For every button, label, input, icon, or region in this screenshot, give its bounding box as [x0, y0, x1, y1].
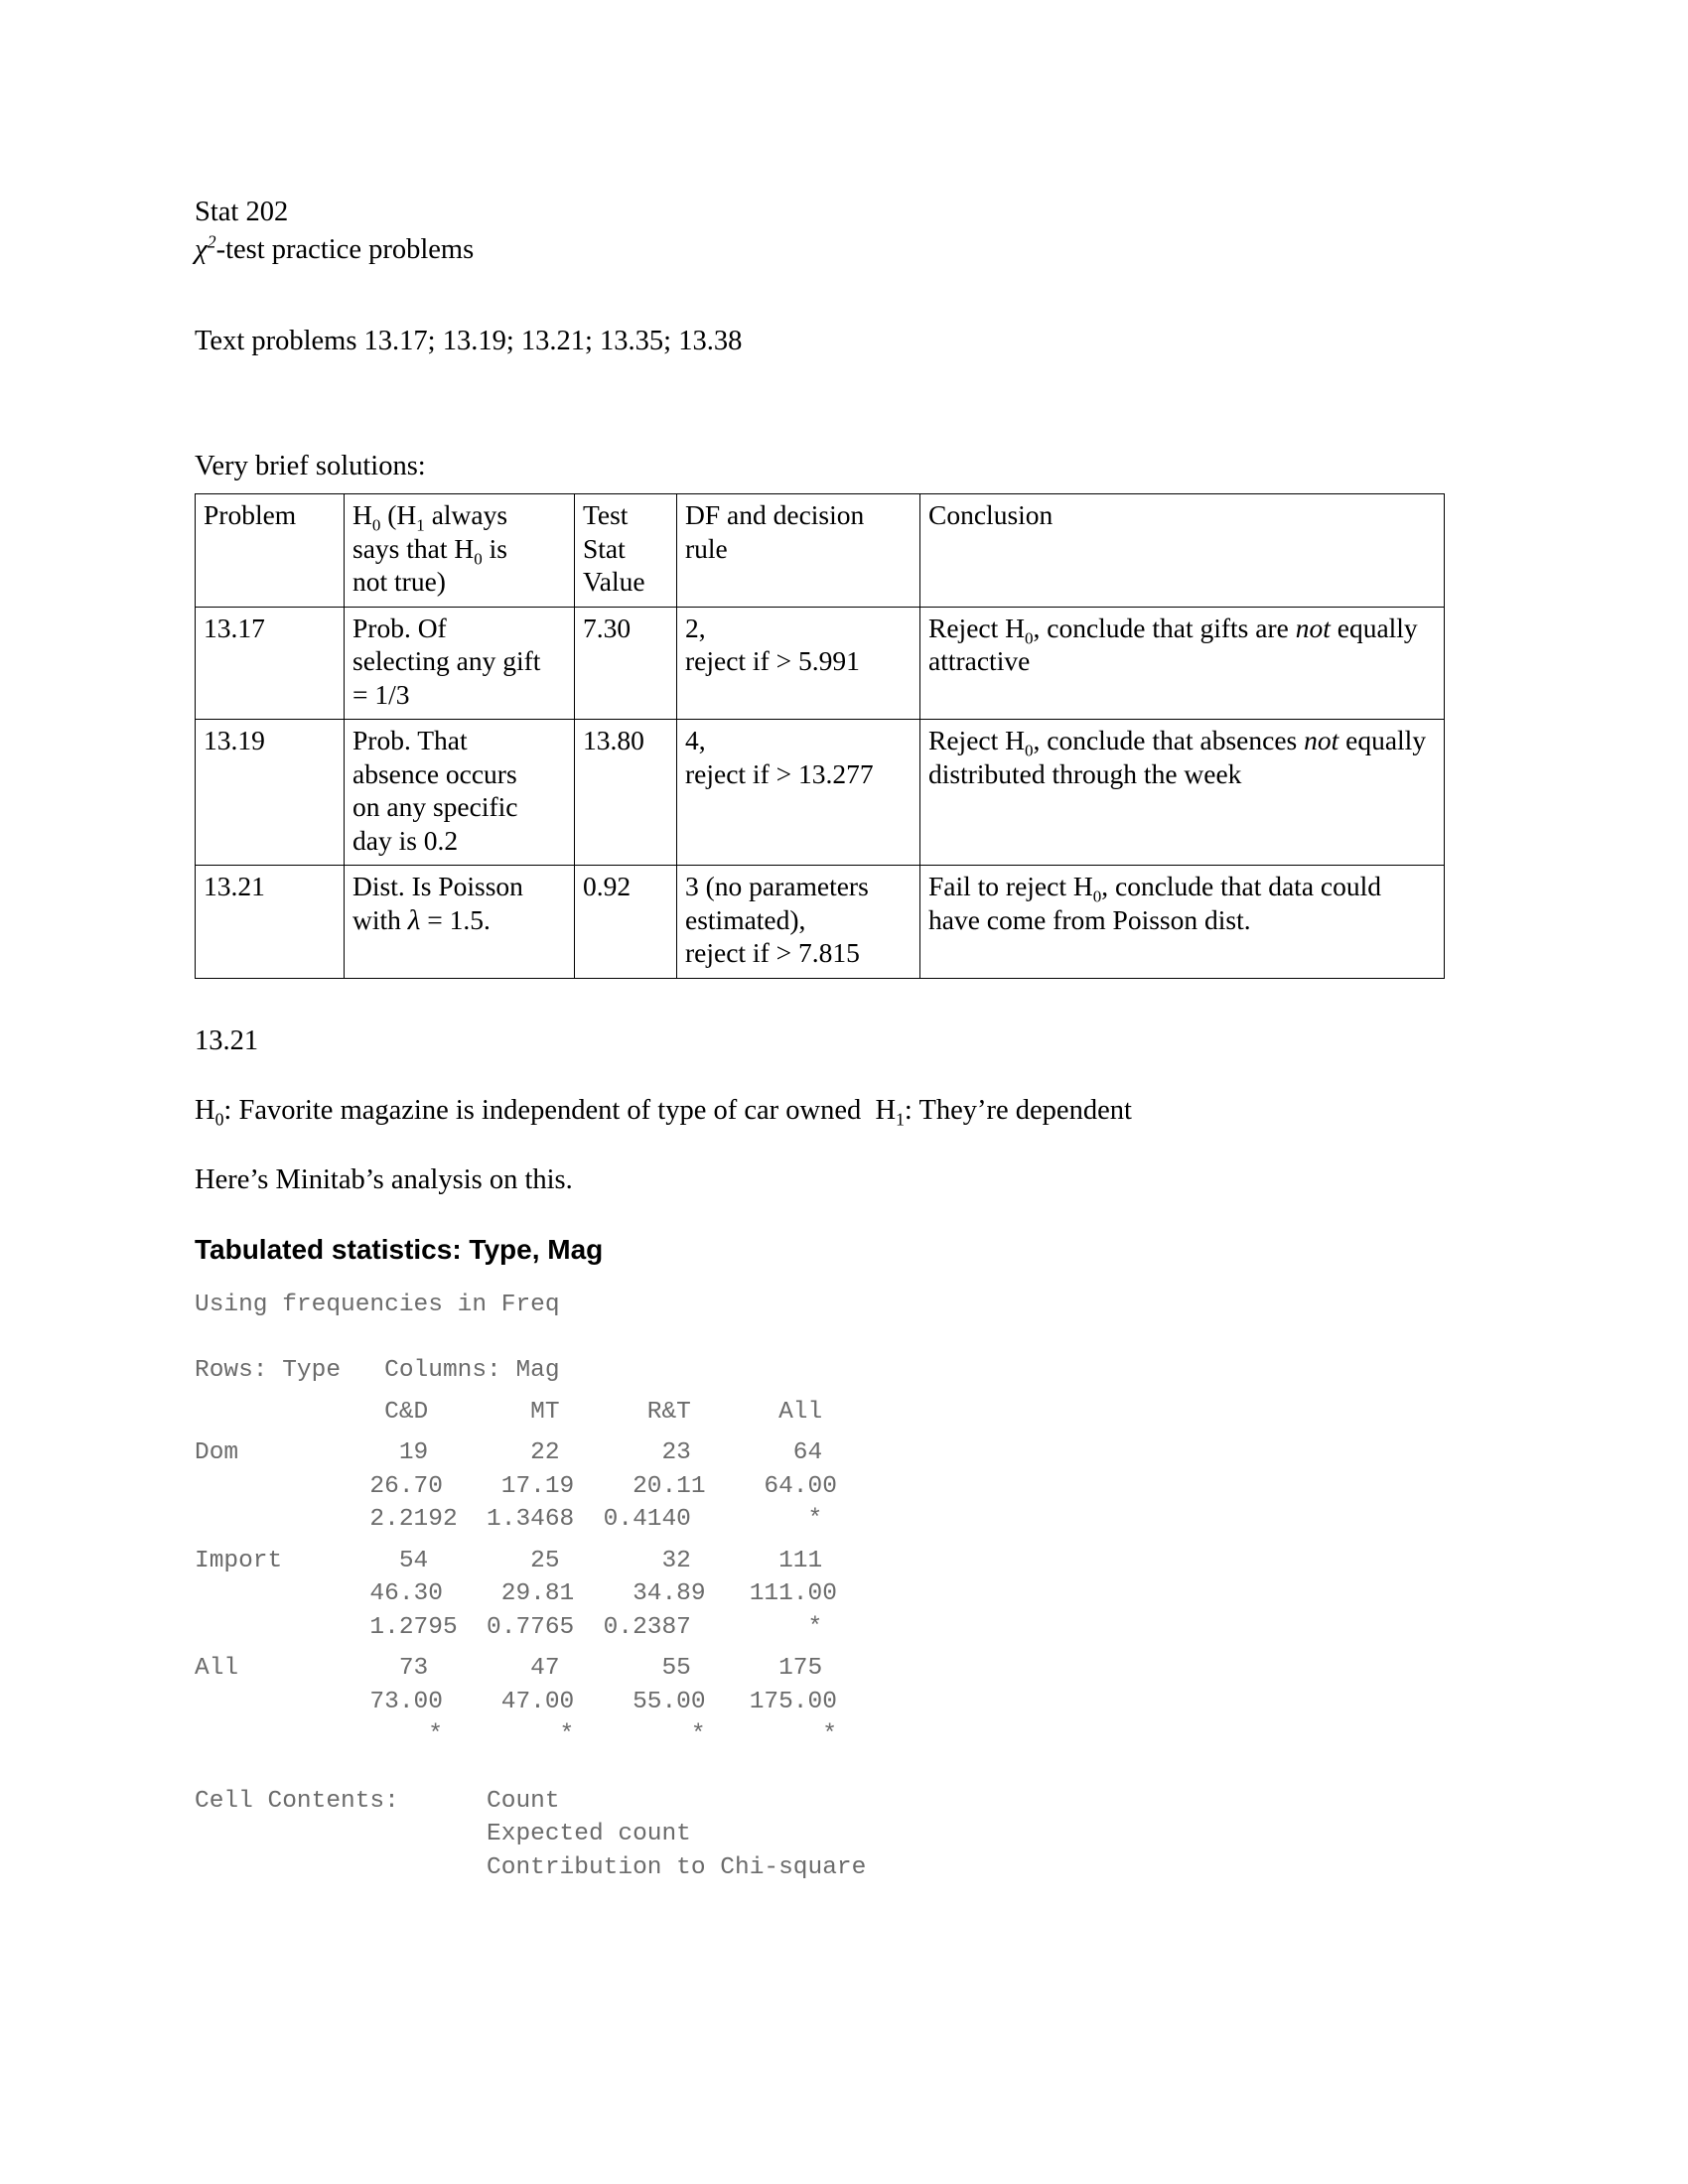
- table-row: [196, 866, 1445, 979]
- h0-text-line4: day is 0.2: [352, 824, 459, 856]
- conclusion-h0-subscript: 0: [1092, 887, 1102, 906]
- h0-statement: : Favorite magazine is independent of type of car owned: [223, 1094, 862, 1126]
- very-brief-solutions-label: Very brief solutions:: [195, 451, 426, 481]
- minitab-cell-contents-line1: Cell Contents: Count: [195, 1787, 560, 1815]
- df-value-cont: estimated),: [685, 903, 806, 935]
- h1-statement: : They’re dependent: [904, 1094, 1132, 1126]
- h0-label: H: [195, 1094, 215, 1126]
- minitab-block-dom-count: Dom 19 22 23 64: [195, 1439, 823, 1466]
- conclusion-h0-subscript: 0: [1024, 628, 1034, 647]
- minitab-using-frequencies: Using frequencies in Freq: [195, 1291, 560, 1318]
- table-header-row: [196, 494, 1445, 608]
- h0-text-line2-pre: with: [352, 903, 408, 935]
- table-row: [196, 607, 1445, 720]
- h0-label-subscript: 0: [214, 1109, 224, 1130]
- conclusion-pre: Reject H: [928, 612, 1025, 643]
- minitab-rows-columns: Rows: Type Columns: Mag: [195, 1357, 560, 1384]
- row-null-hypothesis: [345, 720, 575, 866]
- h0-line2-a: says that H: [352, 532, 475, 564]
- hypotheses-line: [195, 1094, 1688, 1128]
- row-test-stat-value: 7.30: [575, 607, 677, 720]
- row-test-stat-value: 13.80: [575, 720, 677, 866]
- conclusion-mid: , conclude that absences: [1033, 725, 1305, 755]
- text-problems-line: Text problems 13.17; 13.19; 13.21; 13.35; 13.38: [195, 326, 743, 356]
- h0-text-line2: absence occurs: [352, 757, 517, 789]
- row-df-decision-rule: [677, 607, 920, 720]
- h0-line3: not true): [352, 566, 446, 597]
- minitab-block-all-contribution: * * * *: [195, 1721, 837, 1748]
- header-cell-df-decision: [677, 494, 920, 608]
- table-row: [196, 720, 1445, 866]
- h0-line2-b: is: [482, 532, 507, 564]
- test-stat-line3: Value: [583, 566, 645, 597]
- conclusion-pre: Fail to reject H: [928, 871, 1093, 901]
- h0-text-line2: selecting any gift: [352, 645, 541, 676]
- minitab-block-import-count: Import 54 25 32 111: [195, 1547, 823, 1574]
- header-cell-null-hypothesis: [345, 494, 575, 608]
- row-null-hypothesis: [345, 607, 575, 720]
- reject-rule: reject if > 13.277: [685, 757, 874, 789]
- minitab-output-title: Tabulated statistics: Type, Mag: [195, 1233, 604, 1265]
- h1-label: H: [875, 1094, 897, 1126]
- conclusion-mid: , conclude that gifts are: [1033, 612, 1296, 643]
- row-df-decision-rule: [677, 866, 920, 979]
- minitab-cell-contents-line2: Expected count: [195, 1821, 691, 1847]
- row-null-hypothesis: [345, 866, 575, 979]
- minitab-block-dom-expected: 26.70 17.19 20.11 64.00: [195, 1472, 837, 1500]
- df-line2: rule: [685, 532, 728, 564]
- minitab-block-import-expected: 46.30 29.81 34.89 111.00: [195, 1580, 837, 1607]
- h0-text-line2-post: = 1.5.: [420, 903, 491, 935]
- minitab-block-import-contribution: 1.2795 0.7765 0.2387 *: [195, 1613, 823, 1641]
- h0-line2-subscript: 0: [474, 549, 483, 568]
- row-df-decision-rule: [677, 720, 920, 866]
- header-cell-test-stat: [575, 494, 677, 608]
- df-line1: DF and decision: [685, 499, 865, 530]
- df-value: 4,: [685, 725, 706, 755]
- document-subtitle: [195, 230, 1688, 269]
- minitab-block-all-expected: 73.00 47.00 55.00 175.00: [195, 1688, 837, 1715]
- solutions-table: [195, 493, 1445, 979]
- h0-letter: H: [352, 499, 372, 530]
- df-value: 3 (no parameters: [685, 871, 869, 901]
- h0-text-line1: Prob. That: [352, 725, 468, 755]
- h0-subscript: 0: [371, 515, 381, 535]
- problem-number-heading: 13.21: [195, 1024, 259, 1056]
- reject-rule: reject if > 5.991: [685, 645, 860, 676]
- chi-symbol: χ: [195, 233, 208, 265]
- test-stat-line1: Test: [583, 499, 629, 530]
- minitab-block-dom-contribution: 2.2192 1.3468 0.4140 *: [195, 1506, 823, 1533]
- minitab-column-headers: C&D MT R&T All: [195, 1398, 823, 1426]
- h1-tail: always: [424, 499, 508, 530]
- test-stat-line2: Stat: [583, 532, 626, 564]
- course-title: Stat 202: [195, 197, 289, 227]
- row-conclusion: [920, 720, 1445, 866]
- reject-rule: reject if > 7.815: [685, 937, 860, 968]
- row-problem-number: 13.17: [196, 607, 345, 720]
- h0-text-line3: on any specific: [352, 791, 518, 822]
- document-header: [195, 195, 1688, 269]
- row-conclusion: [920, 866, 1445, 979]
- row-test-stat-value: 0.92: [575, 866, 677, 979]
- row-problem-number: 13.19: [196, 720, 345, 866]
- h0-text-line1: Dist. Is Poisson: [352, 871, 523, 901]
- lambda-symbol: λ: [407, 903, 421, 936]
- conclusion-h0-subscript: 0: [1024, 741, 1034, 760]
- conclusion-emphasis: not: [1295, 612, 1331, 643]
- conclusion-mid: , conclude that data could have come from Poisson dist.: [928, 871, 1382, 935]
- conclusion-emphasis: not: [1304, 725, 1339, 755]
- h0-text-line3: = 1/3: [352, 678, 410, 710]
- df-value: 2,: [685, 612, 706, 643]
- minitab-block-all-count: All 73 47 55 175: [195, 1655, 823, 1682]
- conclusion-pre: Reject H: [928, 725, 1025, 755]
- row-problem-number: 13.21: [196, 866, 345, 979]
- h1-lead: (H: [380, 499, 417, 530]
- row-conclusion: [920, 607, 1445, 720]
- minitab-intro-line: Here’s Minitab’s analysis on this.: [195, 1163, 573, 1195]
- minitab-cell-contents-line3: Contribution to Chi-square: [195, 1853, 867, 1881]
- conclusion-post: equally distributed through the week: [928, 725, 1427, 789]
- h1-subscript: 1: [416, 515, 425, 535]
- chi-exponent: 2: [207, 231, 216, 252]
- h1-label-subscript: 1: [896, 1109, 905, 1130]
- header-cell-problem: Problem: [196, 494, 345, 608]
- conclusion-post: equally attractive: [928, 612, 1418, 676]
- header-cell-conclusion: Conclusion: [920, 494, 1445, 608]
- subtitle-rest: -test practice problems: [215, 234, 475, 265]
- h0-text-line1: Prob. Of: [352, 612, 447, 643]
